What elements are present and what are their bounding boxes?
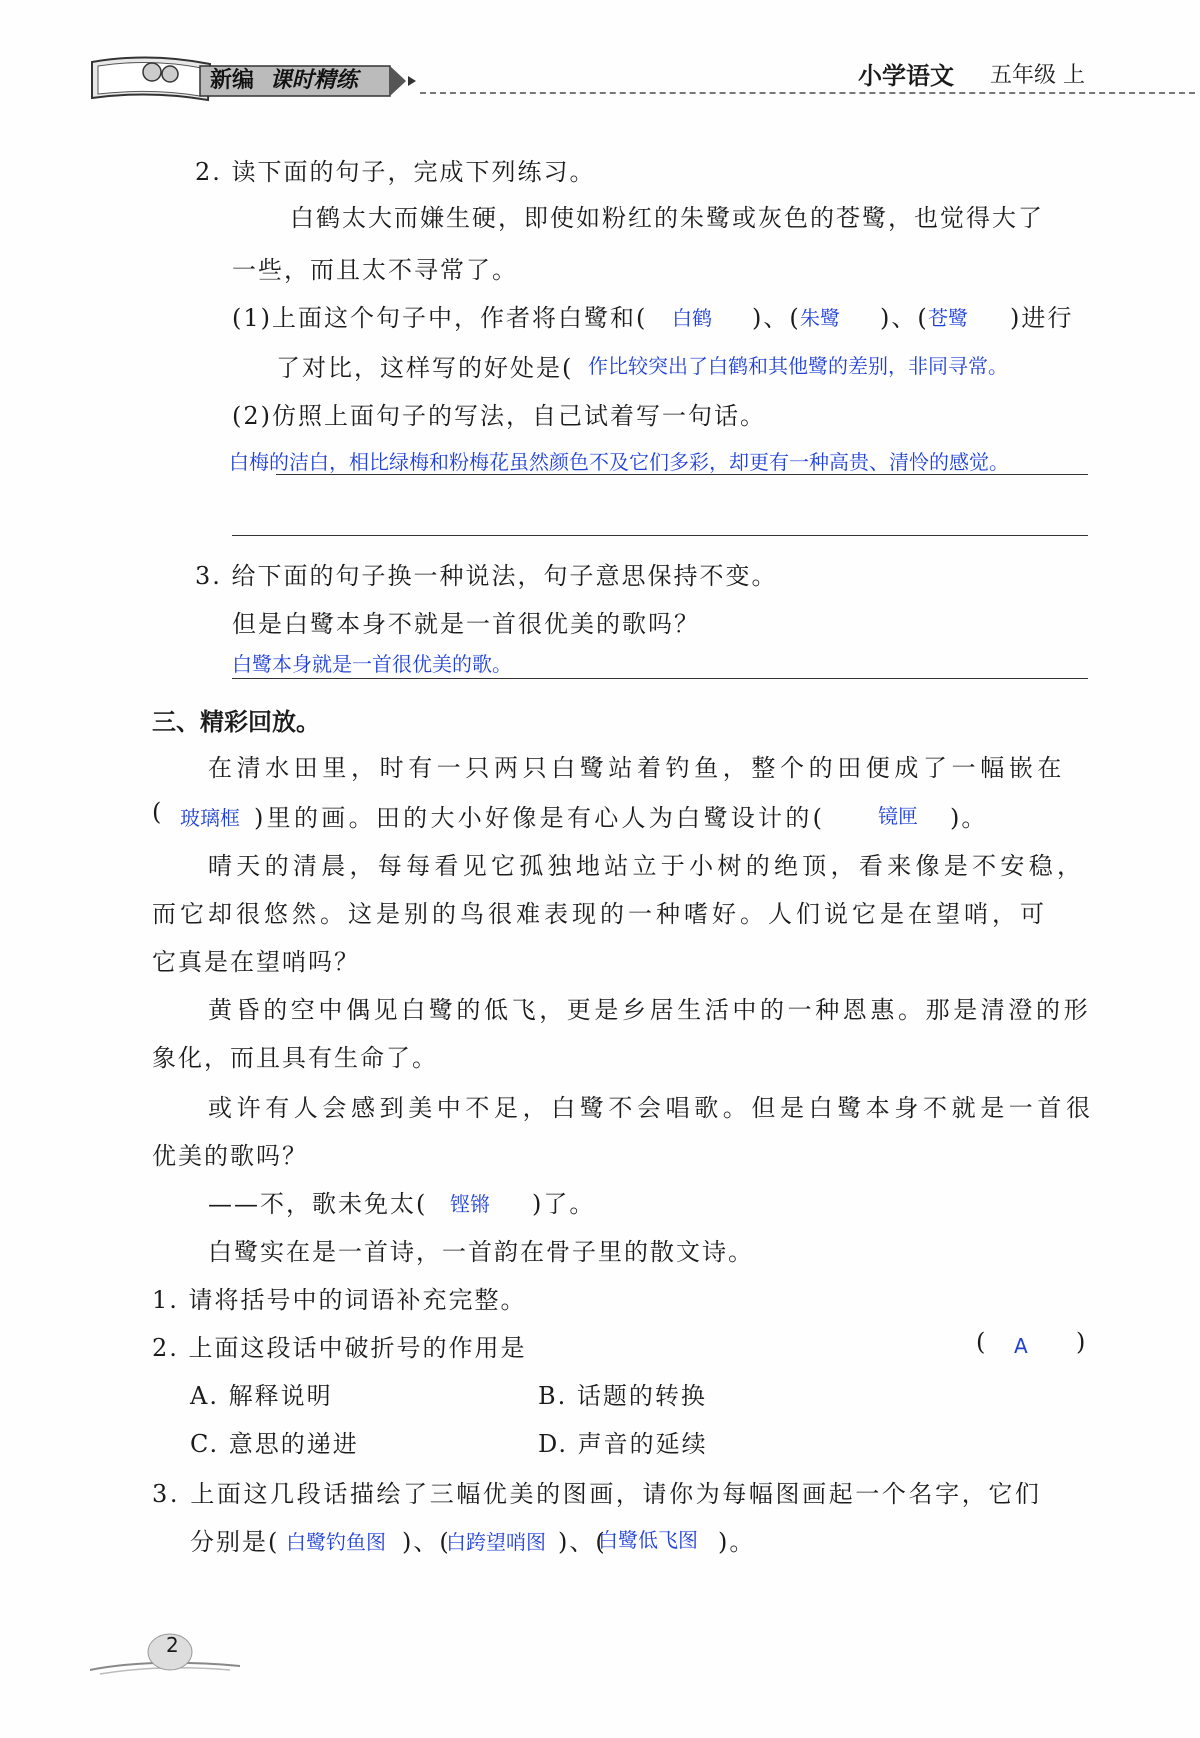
subq3-answer1[interactable]: 白鹭钓鱼图 xyxy=(286,1530,386,1554)
subq3-sep2: )、( xyxy=(558,1528,607,1556)
q3-title: 3. 给下面的句子换一种说法，句子意思保持不变。 xyxy=(195,562,778,590)
para1-answer-mirror-box[interactable]: 镜匣 xyxy=(878,804,918,828)
subq3-answer2[interactable]: 白跨望哨图 xyxy=(446,1530,546,1554)
para1-open-paren: ( xyxy=(152,798,164,826)
subq3-suffix: )。 xyxy=(718,1528,756,1556)
q2-passage-line2: 一些，而且太不寻常了。 xyxy=(232,256,518,284)
q2-p1-suffix: )进行 xyxy=(1010,304,1074,332)
option-a: A. 解释说明 xyxy=(190,1382,333,1410)
subq2-open-paren: ( xyxy=(976,1328,988,1356)
q2-answer-line1 xyxy=(276,474,1088,475)
subq1: 1. 请将括号中的词语补充完整。 xyxy=(152,1286,527,1314)
subq3-sep1: )、( xyxy=(402,1528,451,1556)
q2-answer-canglu[interactable]: 苍鹭 xyxy=(928,306,968,330)
para1-line1: 在清水田里，时有一只两只白鹭站着钓鱼，整个的田便成了一幅嵌在 xyxy=(208,754,1066,782)
q2-p1-sep1: )、( xyxy=(752,304,801,332)
para3-line1: 黄昏的空中偶见白鹭的低飞，更是乡居生活中的一种恩惠。那是清澄的形 xyxy=(208,996,1092,1024)
q3-answer-line xyxy=(232,678,1088,679)
subq2-close-paren: ) xyxy=(1076,1328,1088,1356)
subq2: 2. 上面这段话中破折号的作用是 xyxy=(152,1334,527,1362)
q2-p1-prefix: (1)上面这个句子中，作者将白鹭和( xyxy=(232,304,648,332)
para6: 白鹭实在是一首诗，一首韵在骨子里的散文诗。 xyxy=(208,1238,754,1266)
header-dashed-rule xyxy=(420,92,1195,94)
option-c: C. 意思的递进 xyxy=(190,1430,359,1458)
q2-p1-sep2: )、( xyxy=(880,304,929,332)
section3-heading: 三、精彩回放。 xyxy=(152,708,320,736)
q2-answer-zhulu[interactable]: 朱鹭 xyxy=(800,306,840,330)
para1-answer-glass-frame[interactable]: 玻璃框 xyxy=(180,806,240,830)
para1-line2-mid: )里的画。田的大小好像是有心人为白鹭设计的( xyxy=(254,804,826,832)
q2-p2-answer[interactable]: 白梅的洁白，相比绿梅和粉梅花虽然颜色不及它们多彩，却更有一种高贵、清怜的感觉。 xyxy=(229,450,1009,474)
q2-answer-benefit[interactable]: 作比较突出了白鹤和其他鹭的差别，非同寻常。 xyxy=(588,354,1008,378)
page-number-swoosh-icon xyxy=(90,1630,240,1680)
series-title xyxy=(210,63,358,94)
para3-line2: 象化，而且具有生命了。 xyxy=(152,1044,438,1072)
subq3-prefix: 分别是( xyxy=(190,1528,280,1556)
para1-line2-end: )。 xyxy=(950,804,988,832)
subq3-line1: 3. 上面这几段话描绘了三幅优美的图画，请你为每幅图画起一个名字，它们 xyxy=(152,1480,1042,1508)
subject-title: 小学语文 xyxy=(858,62,954,90)
q2-answer-baihe[interactable]: 白鹤 xyxy=(672,306,712,330)
q2-answer-line2 xyxy=(232,535,1088,536)
para2-line2: 而它却很悠然。这是别的鸟很难表现的一种嗜好。人们说它是在望哨，可 xyxy=(152,900,1048,928)
q2-title: 2. 读下面的句子，完成下列练习。 xyxy=(195,158,596,186)
subq2-answer[interactable]: A xyxy=(1014,1334,1028,1358)
para5-suffix: )了。 xyxy=(532,1190,596,1218)
q2-passage-line1: 白鹤太大而嫌生硬，即使如粉红的朱鹭或灰色的苍鹭，也觉得大了 xyxy=(290,204,1044,232)
page-number: 2 xyxy=(166,1633,179,1657)
q3-answer[interactable]: 白鹭本身就是一首很优美的歌。 xyxy=(232,652,512,676)
series-prefix: 新编 xyxy=(210,68,255,93)
subq3-answer3[interactable]: 白鹭低飞图 xyxy=(598,1528,698,1552)
para4-line2: 优美的歌吗？ xyxy=(152,1142,308,1170)
grade-label: 五年级 上 xyxy=(990,63,1085,88)
q3-sentence: 但是白鹭本身不就是一首很优美的歌吗？ xyxy=(232,610,700,638)
q2-p1-line2-prefix: 了对比，这样写的好处是( xyxy=(276,354,574,382)
para2-line1: 晴天的清晨，每每看见它孤独地站立于小树的绝顶，看来像是不安稳， xyxy=(208,852,1086,880)
para5-prefix: ——不，歌未免太( xyxy=(208,1190,428,1218)
option-d: D. 声音的延续 xyxy=(538,1430,708,1458)
para2-line3: 它真是在望哨吗？ xyxy=(152,948,360,976)
para4-line1: 或许有人会感到美中不足，白鹭不会唱歌。但是白鹭本身不就是一首很 xyxy=(208,1094,1095,1122)
option-b: B. 话题的转换 xyxy=(538,1382,707,1410)
para5-answer-kengqiang[interactable]: 铿锵 xyxy=(450,1192,490,1216)
q2-p2-title: (2)仿照上面句子的写法，自己试着写一句话。 xyxy=(232,402,766,430)
series-name: 课时精练 xyxy=(269,68,358,93)
